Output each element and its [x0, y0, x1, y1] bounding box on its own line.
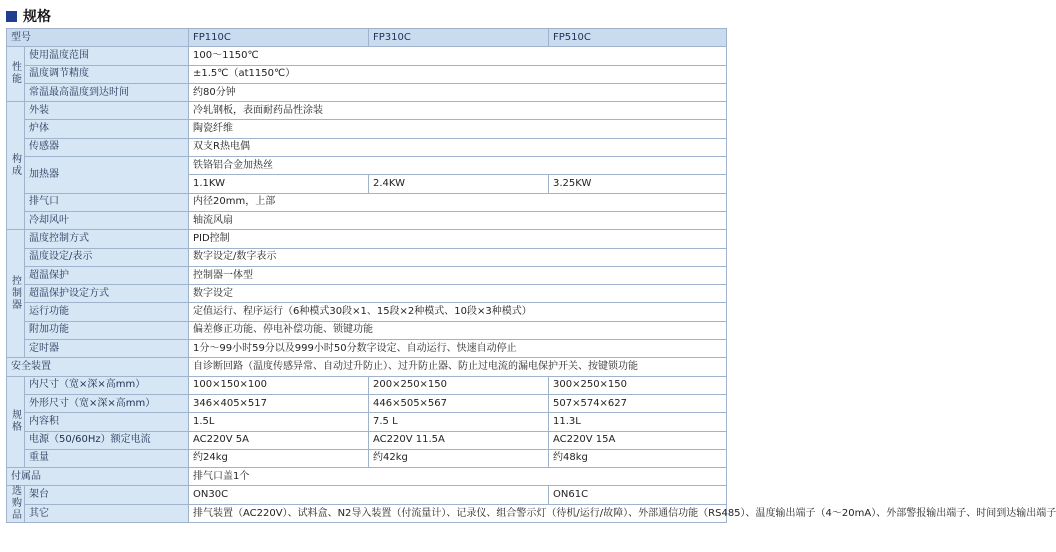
- row-value: 446×505×567: [369, 394, 549, 412]
- table-row: [7, 449, 727, 467]
- row-value: 100～1150℃: [189, 47, 727, 65]
- title-square-icon: [6, 11, 17, 22]
- row-label: 内尺寸（宽×深×高mm）: [25, 376, 189, 394]
- row-value: 100×150×100: [189, 376, 369, 394]
- row-value: 定值运行、程序运行（6种模式30段×1、15段×2种模式、10段×3种模式）: [189, 303, 727, 321]
- table-row: [7, 285, 727, 303]
- table-row: [7, 321, 727, 339]
- row-label: 架台: [25, 486, 189, 505]
- row-value: 200×250×150: [369, 376, 549, 394]
- table-row: [7, 193, 727, 211]
- category-specs: 规格: [7, 376, 25, 467]
- table-row: [7, 413, 727, 431]
- row-label: 传感器: [25, 138, 189, 156]
- row-value: 1分～99小时59分以及999小时50分数字设定、自动运行、快速自动停止: [189, 340, 727, 358]
- row-label: 安全装置: [7, 358, 189, 376]
- row-value: ±1.5℃（at1150℃）: [189, 65, 727, 83]
- row-label: 其它: [25, 504, 189, 523]
- stand-value-large: ON61C: [549, 486, 727, 505]
- row-label: 温度设定/表示: [25, 248, 189, 266]
- table-row: [7, 120, 727, 138]
- row-value: 约48kg: [549, 449, 727, 467]
- row-label: 定时器: [25, 340, 189, 358]
- table-row: [7, 486, 727, 505]
- row-value: 300×250×150: [549, 376, 727, 394]
- stand-value-small: ON30C: [189, 486, 549, 505]
- table-row: [7, 340, 727, 358]
- row-label: 排气口: [25, 193, 189, 211]
- row-value: 11.3L: [549, 413, 727, 431]
- row-value: PID控制: [189, 230, 727, 248]
- row-value: 陶瓷纤维: [189, 120, 727, 138]
- row-value: 自诊断回路（温度传感异常、自动过升防止）、过升防止器、防止过电流的漏电保护开关、按键锁功能: [189, 358, 727, 376]
- table-row: [7, 211, 727, 229]
- row-label: 运行功能: [25, 303, 189, 321]
- row-value: 数字设定: [189, 285, 727, 303]
- row-value: 冷轧钢板，表面耐药品性涂装: [189, 102, 727, 120]
- row-value: 排气装置（AC220V）、试料盒、N2导入装置（付流量计）、记录仪、组合警示灯（待机/运行/故障）、外部通信功能（RS485）、温度输出端子（4～20mA）、外部警报输出端子、时间到达输出端子: [189, 504, 727, 523]
- row-value: 7.5 L: [369, 413, 549, 431]
- section-title-text: 规格: [23, 9, 51, 25]
- row-label: 温度调节精度: [25, 65, 189, 83]
- row-label: 加热器: [25, 157, 189, 194]
- row-label: 外形尺寸（宽×深×高mm）: [25, 394, 189, 412]
- table-row: [7, 230, 727, 248]
- row-label: 温度控制方式: [25, 230, 189, 248]
- row-label: 附加功能: [25, 321, 189, 339]
- table-row: [7, 303, 727, 321]
- row-label: 超温保护设定方式: [25, 285, 189, 303]
- row-value: 铁铬铝合金加热丝: [189, 157, 727, 175]
- table-row: [7, 266, 727, 284]
- row-value: 排气口盖1个: [189, 468, 727, 486]
- row-label: 炉体: [25, 120, 189, 138]
- row-label: 超温保护: [25, 266, 189, 284]
- table-row: [7, 157, 727, 175]
- row-label: 外装: [25, 102, 189, 120]
- table-row: [7, 376, 727, 394]
- category-performance: 性能: [7, 47, 25, 102]
- category-options: 选购品: [7, 486, 25, 523]
- row-label: 冷却风叶: [25, 211, 189, 229]
- table-row: [7, 102, 727, 120]
- table-row: [7, 47, 727, 65]
- row-value: 约42kg: [369, 449, 549, 467]
- row-value: AC220V 11.5A: [369, 431, 549, 449]
- table-row: [7, 504, 727, 523]
- row-label: 重量: [25, 449, 189, 467]
- heater-power-fp510c: 3.25KW: [549, 175, 727, 193]
- row-value: AC220V 5A: [189, 431, 369, 449]
- category-control: 控制器: [7, 230, 25, 358]
- model-header: 型号: [7, 29, 189, 47]
- row-value: 偏差修正功能、停电补偿功能、锁键功能: [189, 321, 727, 339]
- model-fp110c: FP110C: [189, 29, 369, 47]
- header-row: [7, 29, 727, 47]
- model-fp310c: FP310C: [369, 29, 549, 47]
- table-row: [7, 394, 727, 412]
- spec-table: [6, 28, 1056, 523]
- heater-power-fp310c: 2.4KW: [369, 175, 549, 193]
- heater-power-fp110c: 1.1KW: [189, 175, 369, 193]
- section-title: [6, 6, 51, 26]
- table-row: [7, 358, 727, 376]
- row-label: 使用温度范围: [25, 47, 189, 65]
- row-value: 内径20mm，上部: [189, 193, 727, 211]
- table-row: [7, 65, 727, 83]
- category-structure: 构成: [7, 102, 25, 230]
- row-value: 轴流风扇: [189, 211, 727, 229]
- row-value: 控制器一体型: [189, 266, 727, 284]
- row-label: 内容积: [25, 413, 189, 431]
- row-value: 约80分钟: [189, 83, 727, 101]
- table-row: [7, 83, 727, 101]
- row-value: 数字设定/数字表示: [189, 248, 727, 266]
- table-row: [7, 431, 727, 449]
- row-label: 付属品: [7, 468, 189, 486]
- model-fp510c: FP510C: [549, 29, 727, 47]
- table-row: [7, 138, 727, 156]
- row-value: 1.5L: [189, 413, 369, 431]
- row-label: 电源（50/60Hz）额定电流: [25, 431, 189, 449]
- row-value: 507×574×627: [549, 394, 727, 412]
- row-value: 约24kg: [189, 449, 369, 467]
- row-value: 346×405×517: [189, 394, 369, 412]
- table-row: [7, 468, 727, 486]
- table-row: [7, 248, 727, 266]
- row-value: AC220V 15A: [549, 431, 727, 449]
- row-label: 常温最高温度到达时间: [25, 83, 189, 101]
- row-value: 双支R热电偶: [189, 138, 727, 156]
